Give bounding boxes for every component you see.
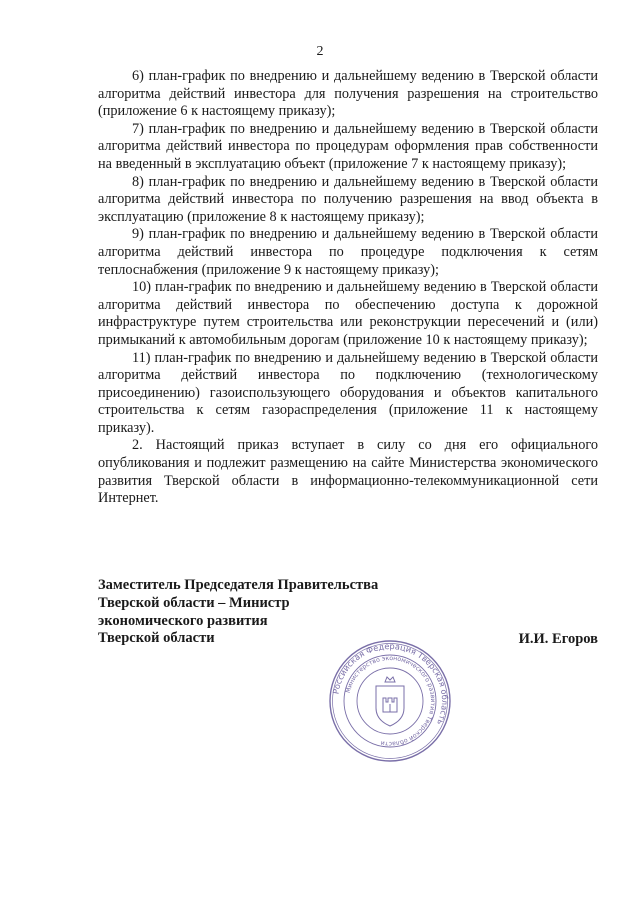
signature-title-line: Заместитель Председателя Правительства	[98, 577, 379, 593]
seal-inner-text: Министерство экономического развития Тверской области	[344, 654, 437, 748]
signature-title-line: экономического развития	[98, 612, 268, 629]
official-seal-icon	[327, 638, 453, 764]
list-item-8: 8) план-график по внедрению и дальнейшему ведению в Тверской области алгоритма действий инвестора по получению разрешения на ввод объекта в эксплуатацию (приложение 8 к настоящему приказу);	[98, 173, 598, 225]
list-item-6: 6) план-график по внедрению и дальнейшему ведению в Тверской области алгоритма действий инвестора для получения разрешения на строительство (приложение 6 к настоящему приказу);	[98, 68, 598, 120]
document-body	[98, 68, 598, 508]
signature-title-line: Тверской области – Министр	[98, 594, 290, 611]
list-item-9: 9) план-график по внедрению и дальнейшему ведению в Тверской области алгоритма действий инвестора по процедуре подключения к сетям теплоснабжения (приложение 9 к настоящему приказу);	[98, 226, 598, 278]
list-item-10: 10) план-график по внедрению и дальнейшему ведению в Тверской области алгоритма действий инвестора по обеспечению доступа к дорожной инфраструктуре путем строительства или реконструкции пересечений и (или) примыканий к автомобильным дорогам (приложение 10 к настоящему приказу);	[98, 279, 598, 348]
signer-name: И.И. Егоров	[518, 631, 598, 647]
seal-outer-text: Российская Федерация Тверская область	[330, 640, 451, 727]
list-item-7: 7) план-график по внедрению и дальнейшему ведению в Тверской области алгоритма действий инвестора по процедурам оформления прав собственности на введенный в эксплуатацию объект (приложение 7 к настоящему приказу);	[98, 120, 598, 172]
list-item-11: 11) план-график по внедрению и дальнейшему ведению в Тверской области алгоритма действий инвестора по подключению (технологическому присоединению) газоиспользующего оборудования и объектов капитального строительства к сетям газораспределения (приложение 11 к настоящему приказу).	[98, 349, 598, 436]
page-number: 2	[316, 44, 324, 59]
svg-text:Министерство экономического ра	[345, 655, 436, 747]
coat-of-arms-icon	[376, 677, 404, 726]
signature-title-line: Тверской области	[98, 630, 215, 647]
clause-2: 2. Настоящий приказ вступает в силу со дня его официального опубликования и подлежит размещению на сайте Министерства экономического развития Тверской области в информационно-телекоммуникационной сети Интернет.	[98, 437, 598, 507]
